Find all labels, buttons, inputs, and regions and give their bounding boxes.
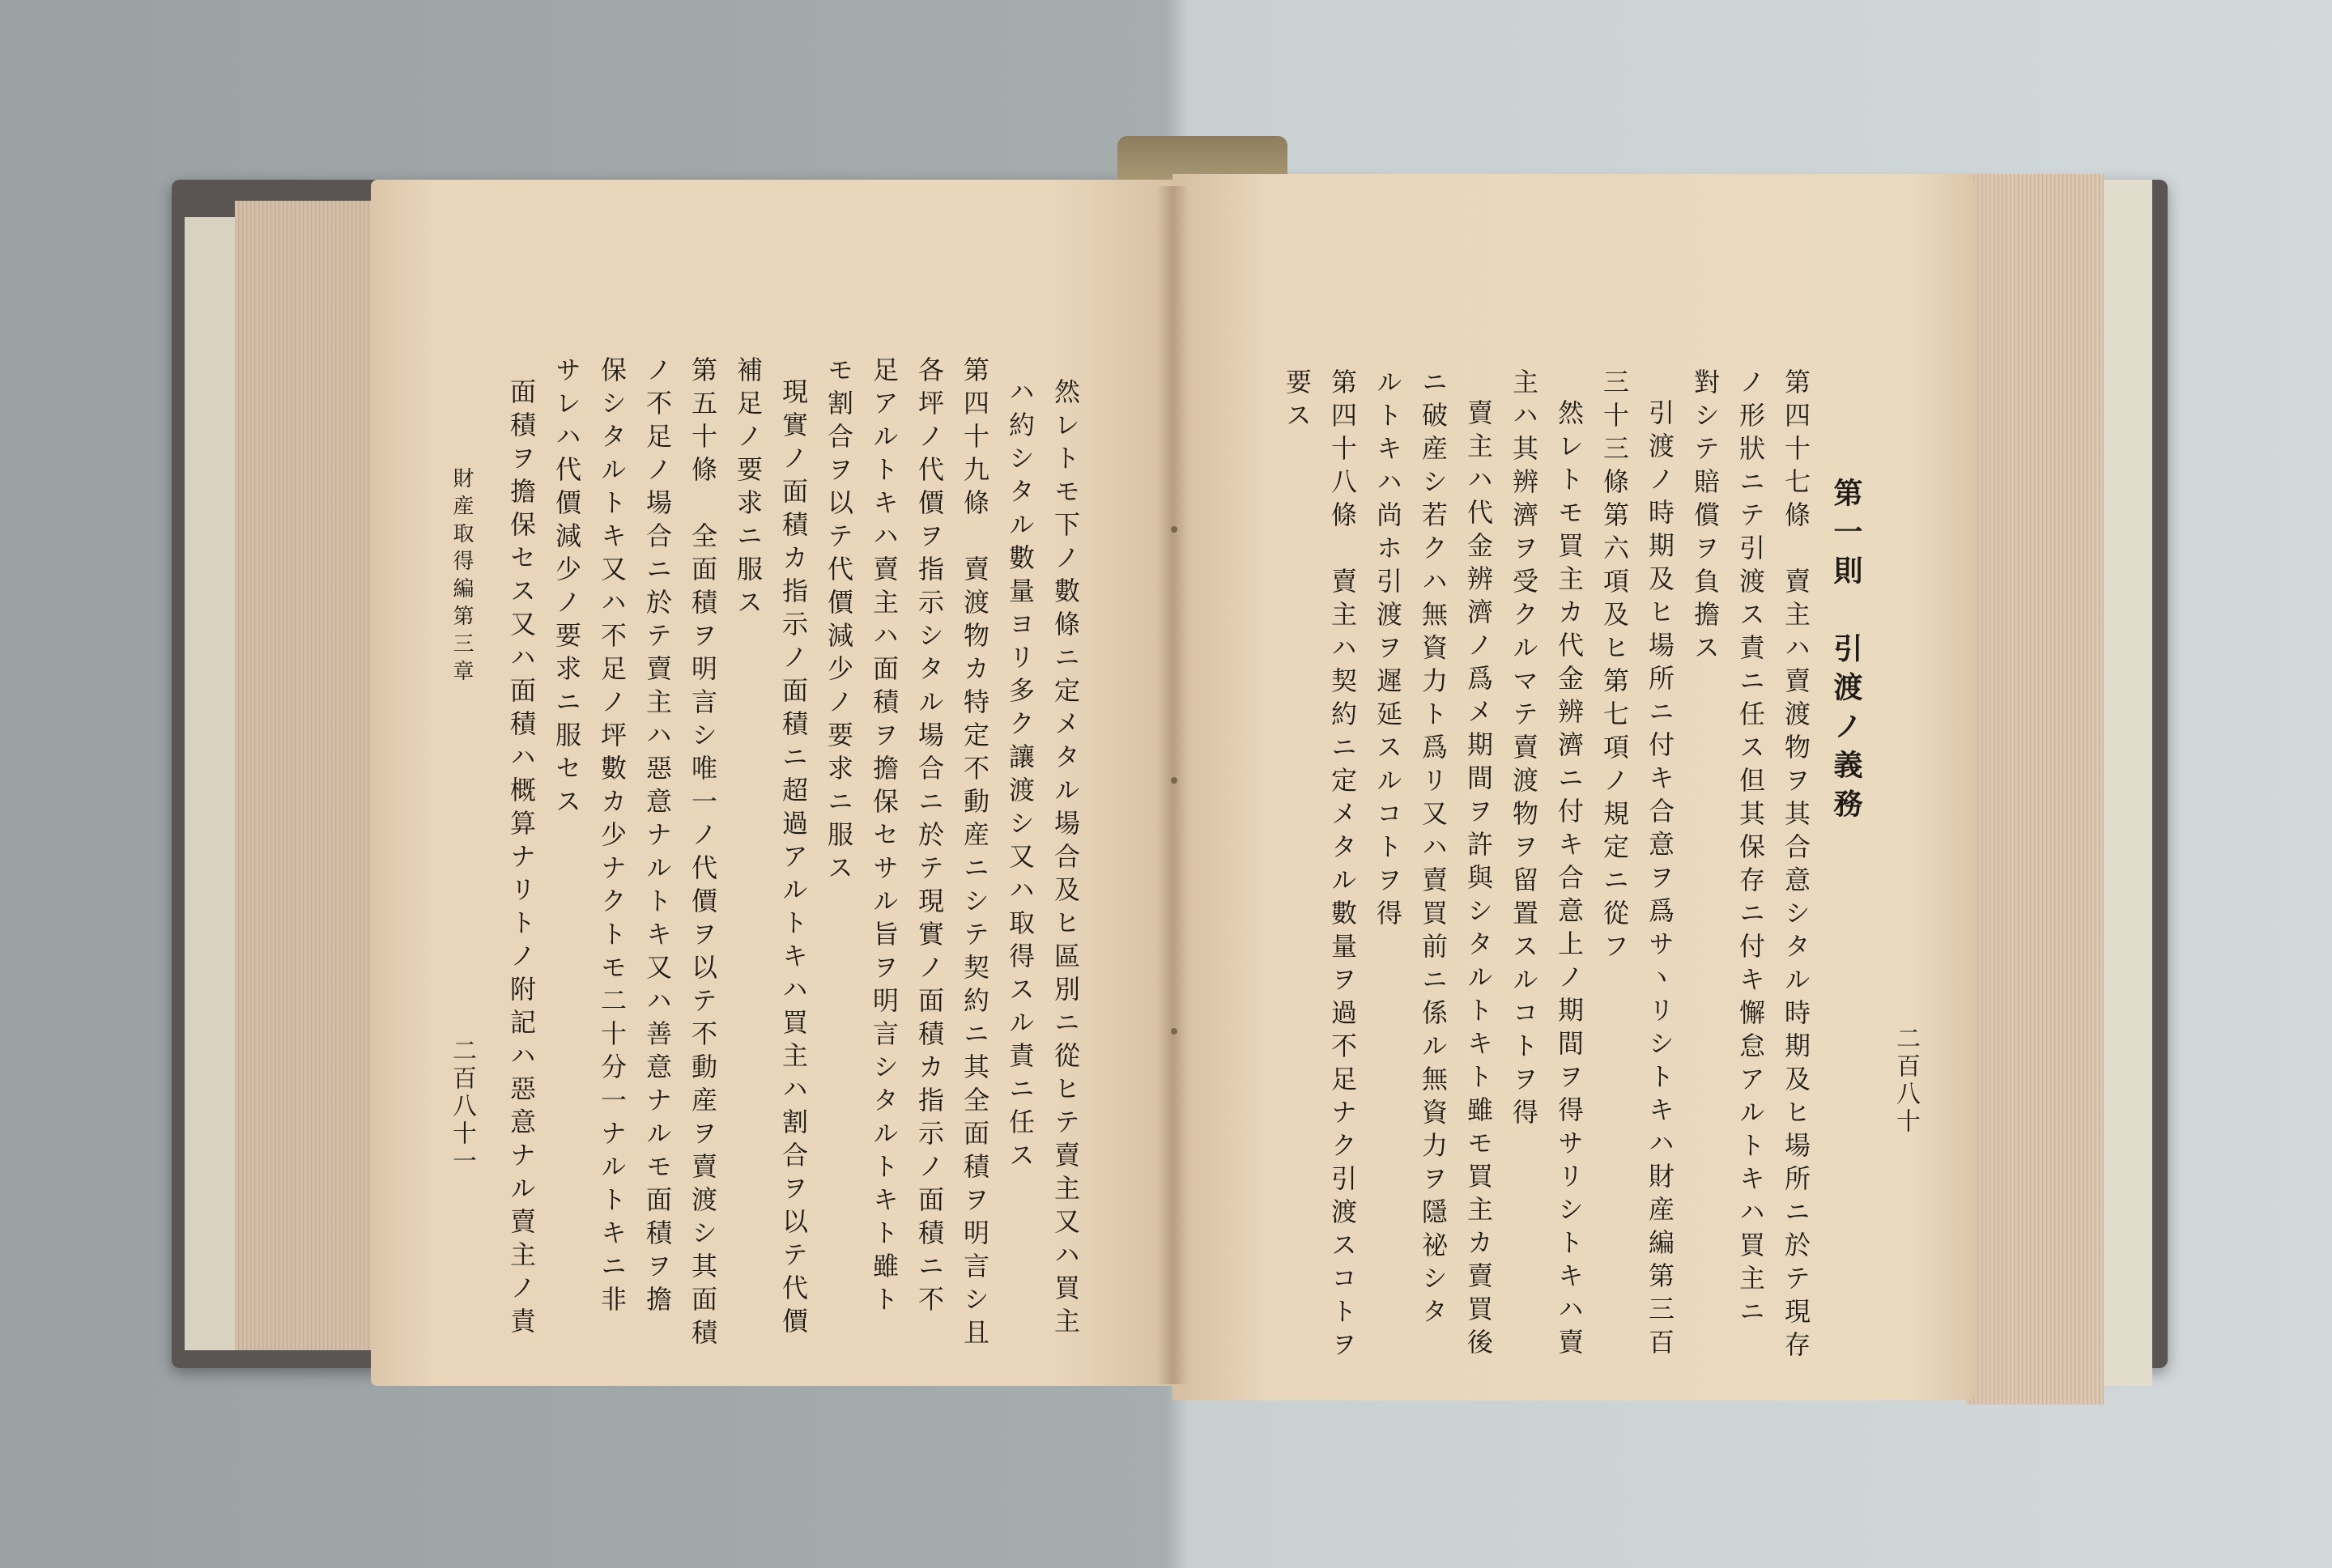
text-column: 賣主ハ代金辨濟ノ爲メ期間ヲ許與シタルトキト雖モ買主カ賣買後 xyxy=(1463,399,1494,1362)
text-column: サレハ代價減少ノ要求ニ服セス xyxy=(551,356,582,821)
text-column: ノ不足ノ場合ニ於テ賣主ハ惡意ナルトキ又ハ善意ナルモ面積ヲ擔 xyxy=(642,356,673,1319)
text-column: 足アルトキハ賣主ハ面積ヲ擔保セサル旨ヲ明言シタルトキト雖ト xyxy=(869,356,900,1319)
text-column: 各坪ノ代價ヲ指示シタル場合ニ於テ現實ノ面積カ指示ノ面積ニ不 xyxy=(914,356,945,1319)
text-column: ニ破産シ若クハ無資力ト爲リ又ハ賣買前ニ係ル無資力ヲ隱祕シタ xyxy=(1418,368,1449,1331)
page-number: 二百八十一 xyxy=(448,1038,476,1175)
page-number: 二百八十 xyxy=(1892,1026,1920,1136)
text-column: 然レトモ買主カ代金辨濟ニ付キ合意上ノ期間ヲ得サリシトキハ賣 xyxy=(1554,399,1585,1362)
book-gutter xyxy=(1156,186,1189,1384)
text-column: 要ス xyxy=(1282,368,1313,435)
text-column: 第四十七條 賣主ハ賣渡物ヲ其合意シタル時期及ヒ場所ニ於テ現存 xyxy=(1781,368,1811,1364)
text-column: ノ形狀ニテ引渡ス責ニ任ス但其保存ニ付キ懈怠アルトキハ買主ニ xyxy=(1735,368,1766,1331)
text-column: モ割合ヲ以テ代價減少ノ要求ニ服ス xyxy=(823,356,854,887)
text-column: 主ハ其辨濟ヲ受クルマテ賣渡物ヲ留置スルコトヲ得 xyxy=(1509,368,1539,1132)
text-column: ルトキハ尚ホ引渡ヲ遲延スルコトヲ得 xyxy=(1372,368,1403,933)
left-page xyxy=(371,180,1172,1386)
text-column: 引渡ノ時期及ヒ場所ニ付キ合意ヲ爲サヽリシトキハ財産編第三百 xyxy=(1645,399,1675,1362)
endpaper-right xyxy=(2104,180,2152,1386)
running-head: 財産取得編第三章 xyxy=(449,467,474,687)
text-column: 第四十九條 賣渡物カ特定不動産ニシテ契約ニ其全面積ヲ明言シ且 xyxy=(960,356,990,1352)
text-column: 第五十條 全面積ヲ明言シ唯一ノ代價ヲ以テ不動産ヲ賣渡シ其面積 xyxy=(687,356,718,1352)
page-edges-right xyxy=(1966,174,2104,1404)
text-column: ハ約シタル數量ヨリ多ク讓渡シ又ハ取得スル責ニ任ス xyxy=(1005,378,1036,1175)
text-column: 補足ノ要求ニ服ス xyxy=(733,356,764,622)
binding-stitch xyxy=(1171,1028,1177,1035)
page-edges-left xyxy=(235,201,372,1350)
text-column: 第四十八條 賣主ハ契約ニ定メタル數量ヲ過不足ナク引渡スコトヲ xyxy=(1327,368,1358,1364)
binding-stitch xyxy=(1171,777,1177,784)
text-column: 面積ヲ擔保セス又ハ面積ハ概算ナリトノ附記ハ惡意ナル賣主ノ責 xyxy=(506,378,537,1341)
text-column: 三十三條第六項及ヒ第七項ノ規定ニ從フ xyxy=(1599,368,1630,966)
text-column: 然レトモ下ノ數條ニ定メタル場合及ヒ區別ニ從ヒテ賣主又ハ買主 xyxy=(1050,378,1081,1341)
section-heading: 第一則 引渡ノ義務 xyxy=(1829,478,1863,827)
text-column: 保シタルトキ又ハ不足ノ坪數カ少ナクトモ二十分一ナルトキニ非 xyxy=(597,356,628,1319)
text-column: 現實ノ面積カ指示ノ面積ニ超過アルトキハ買主ハ割合ヲ以テ代價 xyxy=(778,378,809,1341)
text-column: 對シテ賠償ヲ負擔ス xyxy=(1690,368,1721,667)
endpaper-left xyxy=(185,217,237,1350)
binding-stitch xyxy=(1171,526,1177,533)
right-page xyxy=(1172,174,1974,1400)
